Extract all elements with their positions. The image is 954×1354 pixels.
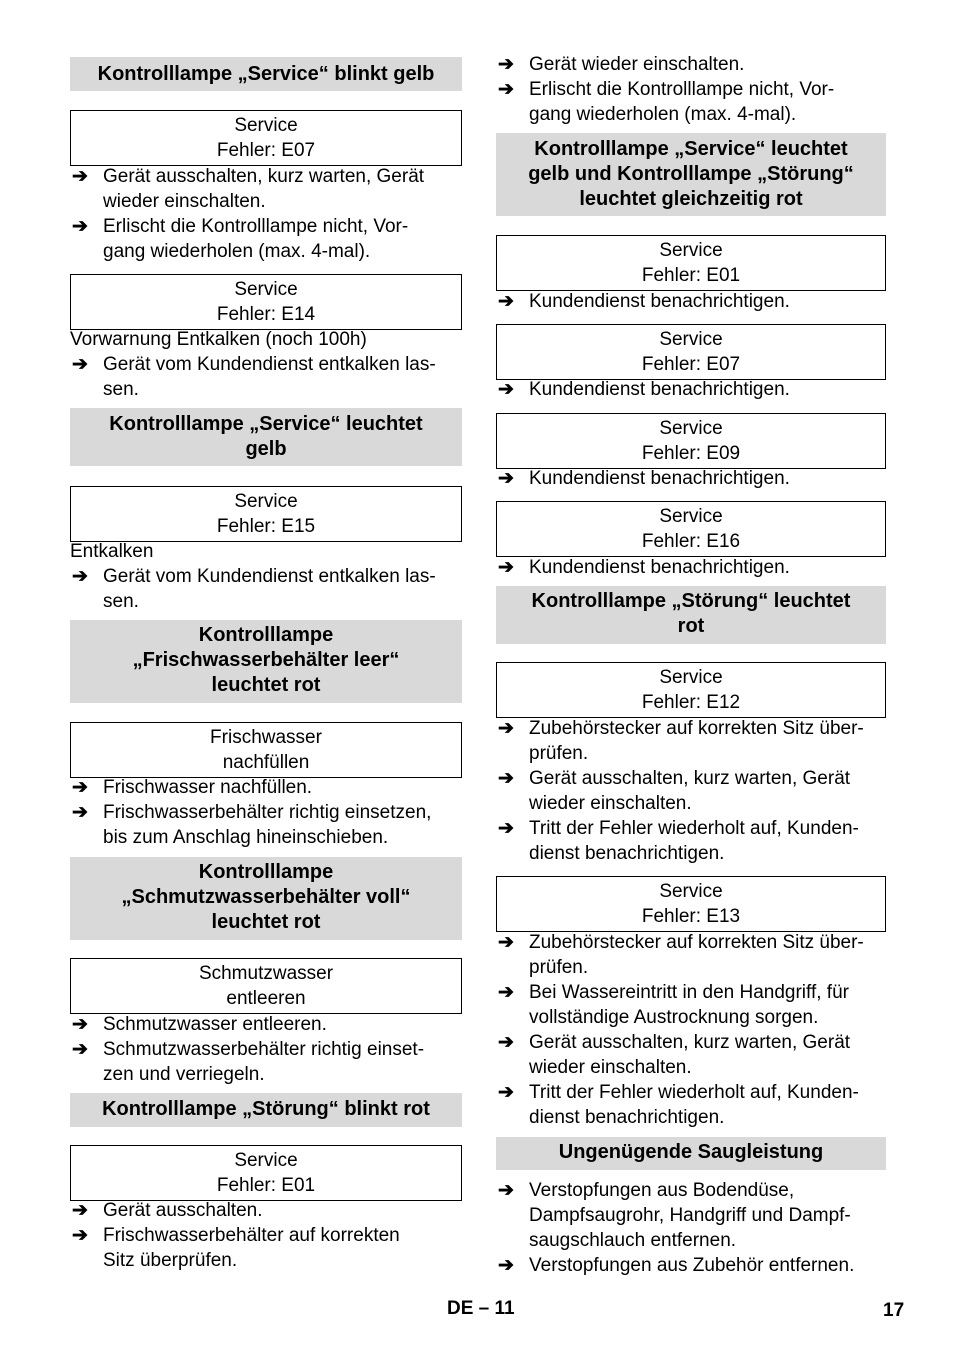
arrow-icon: ➔ <box>498 557 514 578</box>
display-line: Fehler: E01 <box>641 265 741 286</box>
display-box <box>496 876 886 932</box>
display-line: Service <box>659 329 723 350</box>
arrow-icon: ➔ <box>72 802 88 823</box>
display-box <box>70 110 462 166</box>
step-line: Kundendienst benachrichtigen. <box>529 557 790 578</box>
arrow-icon: ➔ <box>498 1255 514 1276</box>
heading-line: „Frischwasserbehälter leer“ <box>132 649 400 671</box>
step-item <box>70 564 462 614</box>
heading-line: leuchtet rot <box>211 674 321 696</box>
heading-line: Kontrolllampe „Service“ leuchtet <box>534 138 848 160</box>
step-item <box>496 816 886 866</box>
step-line: sen. <box>103 591 139 612</box>
display-box <box>70 1145 462 1201</box>
step-line: Gerät ausschalten, kurz warten, Gerät <box>529 768 851 789</box>
section-heading: Ungenügende Saugleistung <box>496 1137 886 1170</box>
step-line: wieder einschalten. <box>103 191 266 212</box>
heading-line: Kontrolllampe „Service“ leuchtet <box>109 413 423 435</box>
section-heading <box>70 408 462 466</box>
arrow-icon: ➔ <box>498 291 514 312</box>
step-line: Kundendienst benachrichtigen. <box>529 379 790 400</box>
step-line: Frischwasserbehälter richtig einsetzen, <box>103 802 432 823</box>
heading-line: gelb und Kontrolllampe „Störung“ <box>528 163 854 185</box>
step-item <box>496 52 886 77</box>
display-line: Service <box>234 491 298 512</box>
section-heading: Kontrolllampe „Service“ blinkt gelb <box>70 57 462 91</box>
heading-line: „Schmutzwasserbehälter voll“ <box>121 886 411 908</box>
step-line: Gerät ausschalten. <box>103 1200 263 1221</box>
arrow-icon: ➔ <box>72 1200 88 1221</box>
section-heading: Kontrolllampe „Störung“ blinkt rot <box>70 1093 462 1127</box>
step-item <box>496 1253 886 1278</box>
step-line: Verstopfungen aus Bodendüse, <box>529 1180 795 1201</box>
step-item <box>496 766 886 816</box>
arrow-icon: ➔ <box>72 1014 88 1035</box>
step-line: Gerät ausschalten, kurz warten, Gerät <box>103 166 425 187</box>
section-heading <box>70 857 462 940</box>
display-box <box>496 235 886 291</box>
display-line: Fehler: E14 <box>216 304 316 325</box>
step-line: Frischwasser nachfüllen. <box>103 777 313 798</box>
arrow-icon: ➔ <box>498 468 514 489</box>
step-line: Schmutzwasser entleeren. <box>103 1014 327 1035</box>
step-item <box>70 164 462 214</box>
display-box <box>70 722 462 778</box>
step-item <box>70 800 462 850</box>
display-line: Service <box>659 506 723 527</box>
step-line: Schmutzwasserbehälter richtig einset- <box>103 1039 425 1060</box>
step-item <box>496 466 886 491</box>
arrow-icon: ➔ <box>72 566 88 587</box>
step-line: Gerät ausschalten, kurz warten, Gerät <box>529 1032 851 1053</box>
section-heading <box>70 620 462 703</box>
arrow-icon: ➔ <box>72 354 88 375</box>
arrow-icon: ➔ <box>498 768 514 789</box>
display-line: Service <box>234 115 298 136</box>
display-line: Service <box>659 418 723 439</box>
display-line: Fehler: E12 <box>641 692 741 713</box>
arrow-icon: ➔ <box>498 818 514 839</box>
step-line: Gerät wieder einschalten. <box>529 54 745 75</box>
step-line: Erlischt die Kontrolllampe nicht, Vor- <box>103 216 409 237</box>
display-line: Service <box>659 667 723 688</box>
arrow-icon: ➔ <box>72 216 88 237</box>
step-line: prüfen. <box>529 743 589 764</box>
step-line: Kundendienst benachrichtigen. <box>529 468 790 489</box>
step-line: Gerät vom Kundendienst entkalken las- <box>103 354 436 375</box>
arrow-icon: ➔ <box>498 379 514 400</box>
display-line: Schmutzwasser <box>198 963 334 984</box>
step-item <box>496 1178 886 1253</box>
step-item <box>496 555 886 580</box>
step-item <box>496 716 886 766</box>
page-footer-language: DE – 11 <box>447 1298 515 1319</box>
arrow-icon: ➔ <box>498 79 514 100</box>
step-line: bis zum Anschlag hineinschieben. <box>103 827 389 848</box>
heading-line: Kontrolllampe <box>198 861 334 883</box>
step-line: gang wiederholen (max. 4-mal). <box>103 241 371 262</box>
step-line: Frischwasserbehälter auf korrekten <box>103 1225 400 1246</box>
display-box <box>496 324 886 380</box>
step-line: Tritt der Fehler wiederholt auf, Kunden- <box>529 818 859 839</box>
arrow-icon: ➔ <box>72 1225 88 1246</box>
step-item <box>70 214 462 264</box>
step-line: wieder einschalten. <box>529 793 692 814</box>
step-item <box>496 1080 886 1130</box>
heading-line: rot <box>677 615 705 637</box>
arrow-icon: ➔ <box>498 1082 514 1103</box>
step-line: Gerät vom Kundendienst entkalken las- <box>103 566 436 587</box>
step-line: Erlischt die Kontrolllampe nicht, Vor- <box>529 79 835 100</box>
display-line: Service <box>659 240 723 261</box>
display-line: Fehler: E15 <box>216 516 316 537</box>
body-text: Vorwarnung Entkalken (noch 100h) <box>70 329 367 350</box>
step-item <box>496 77 886 127</box>
arrow-icon: ➔ <box>72 777 88 798</box>
step-item <box>496 1030 886 1080</box>
step-line: Tritt der Fehler wiederholt auf, Kunden- <box>529 1082 859 1103</box>
step-line: saugschlauch entfernen. <box>529 1230 737 1251</box>
step-item <box>496 980 886 1030</box>
arrow-icon: ➔ <box>72 1039 88 1060</box>
step-item <box>496 930 886 980</box>
step-line: Bei Wassereintritt in den Handgriff, für <box>529 982 849 1003</box>
display-line: Fehler: E01 <box>216 1175 316 1196</box>
display-line: Fehler: E09 <box>641 443 741 464</box>
step-line: zen und verriegeln. <box>103 1064 265 1085</box>
display-box <box>70 486 462 542</box>
display-line: Service <box>234 279 298 300</box>
step-line: dienst benachrichtigen. <box>529 843 725 864</box>
step-item <box>70 1223 462 1273</box>
arrow-icon: ➔ <box>72 166 88 187</box>
step-line: Verstopfungen aus Zubehör entfernen. <box>529 1255 855 1276</box>
display-line: Fehler: E13 <box>641 906 741 927</box>
display-box <box>70 274 462 330</box>
page-number: 17 <box>883 1300 905 1321</box>
step-line: Kundendienst benachrichtigen. <box>529 291 790 312</box>
arrow-icon: ➔ <box>498 54 514 75</box>
step-line: vollständige Austrocknung sorgen. <box>529 1007 819 1028</box>
step-item <box>70 1037 462 1087</box>
section-heading <box>496 133 886 216</box>
arrow-icon: ➔ <box>498 1180 514 1201</box>
display-line: Frischwasser <box>210 727 322 748</box>
display-line: Service <box>659 881 723 902</box>
arrow-icon: ➔ <box>498 1032 514 1053</box>
display-line: Service <box>234 1150 298 1171</box>
step-line: wieder einschalten. <box>529 1057 692 1078</box>
step-line: Dampfsaugrohr, Handgriff und Dampf- <box>529 1205 851 1226</box>
display-box <box>496 662 886 718</box>
display-box <box>70 958 462 1014</box>
display-box <box>496 413 886 469</box>
arrow-icon: ➔ <box>498 932 514 953</box>
heading-line: leuchtet rot <box>211 911 321 933</box>
step-line: dienst benachrichtigen. <box>529 1107 725 1128</box>
step-item <box>70 352 462 402</box>
display-line: nachfüllen <box>222 752 310 773</box>
step-item <box>496 289 886 314</box>
display-line: Fehler: E16 <box>641 531 741 552</box>
heading-line: leuchtet gleichzeitig rot <box>579 188 803 210</box>
display-box <box>496 501 886 557</box>
step-line: Zubehörstecker auf korrekten Sitz über- <box>529 932 864 953</box>
body-text: Entkalken <box>70 541 154 562</box>
display-line: Fehler: E07 <box>641 354 741 375</box>
step-item <box>70 775 462 800</box>
display-line: Fehler: E07 <box>216 140 316 161</box>
heading-line: Kontrolllampe „Störung“ leuchtet <box>531 590 851 612</box>
heading-line: gelb <box>245 438 287 460</box>
step-item <box>70 1012 462 1037</box>
arrow-icon: ➔ <box>498 718 514 739</box>
section-heading <box>496 586 886 644</box>
step-item <box>496 377 886 402</box>
step-item <box>70 1198 462 1223</box>
display-line: entleeren <box>226 988 306 1009</box>
step-line: gang wiederholen (max. 4-mal). <box>529 104 797 125</box>
step-line: prüfen. <box>529 957 589 978</box>
heading-line: Kontrolllampe <box>198 624 334 646</box>
step-line: Sitz überprüfen. <box>103 1250 238 1271</box>
arrow-icon: ➔ <box>498 982 514 1003</box>
step-line: Zubehörstecker auf korrekten Sitz über- <box>529 718 864 739</box>
step-line: sen. <box>103 379 139 400</box>
